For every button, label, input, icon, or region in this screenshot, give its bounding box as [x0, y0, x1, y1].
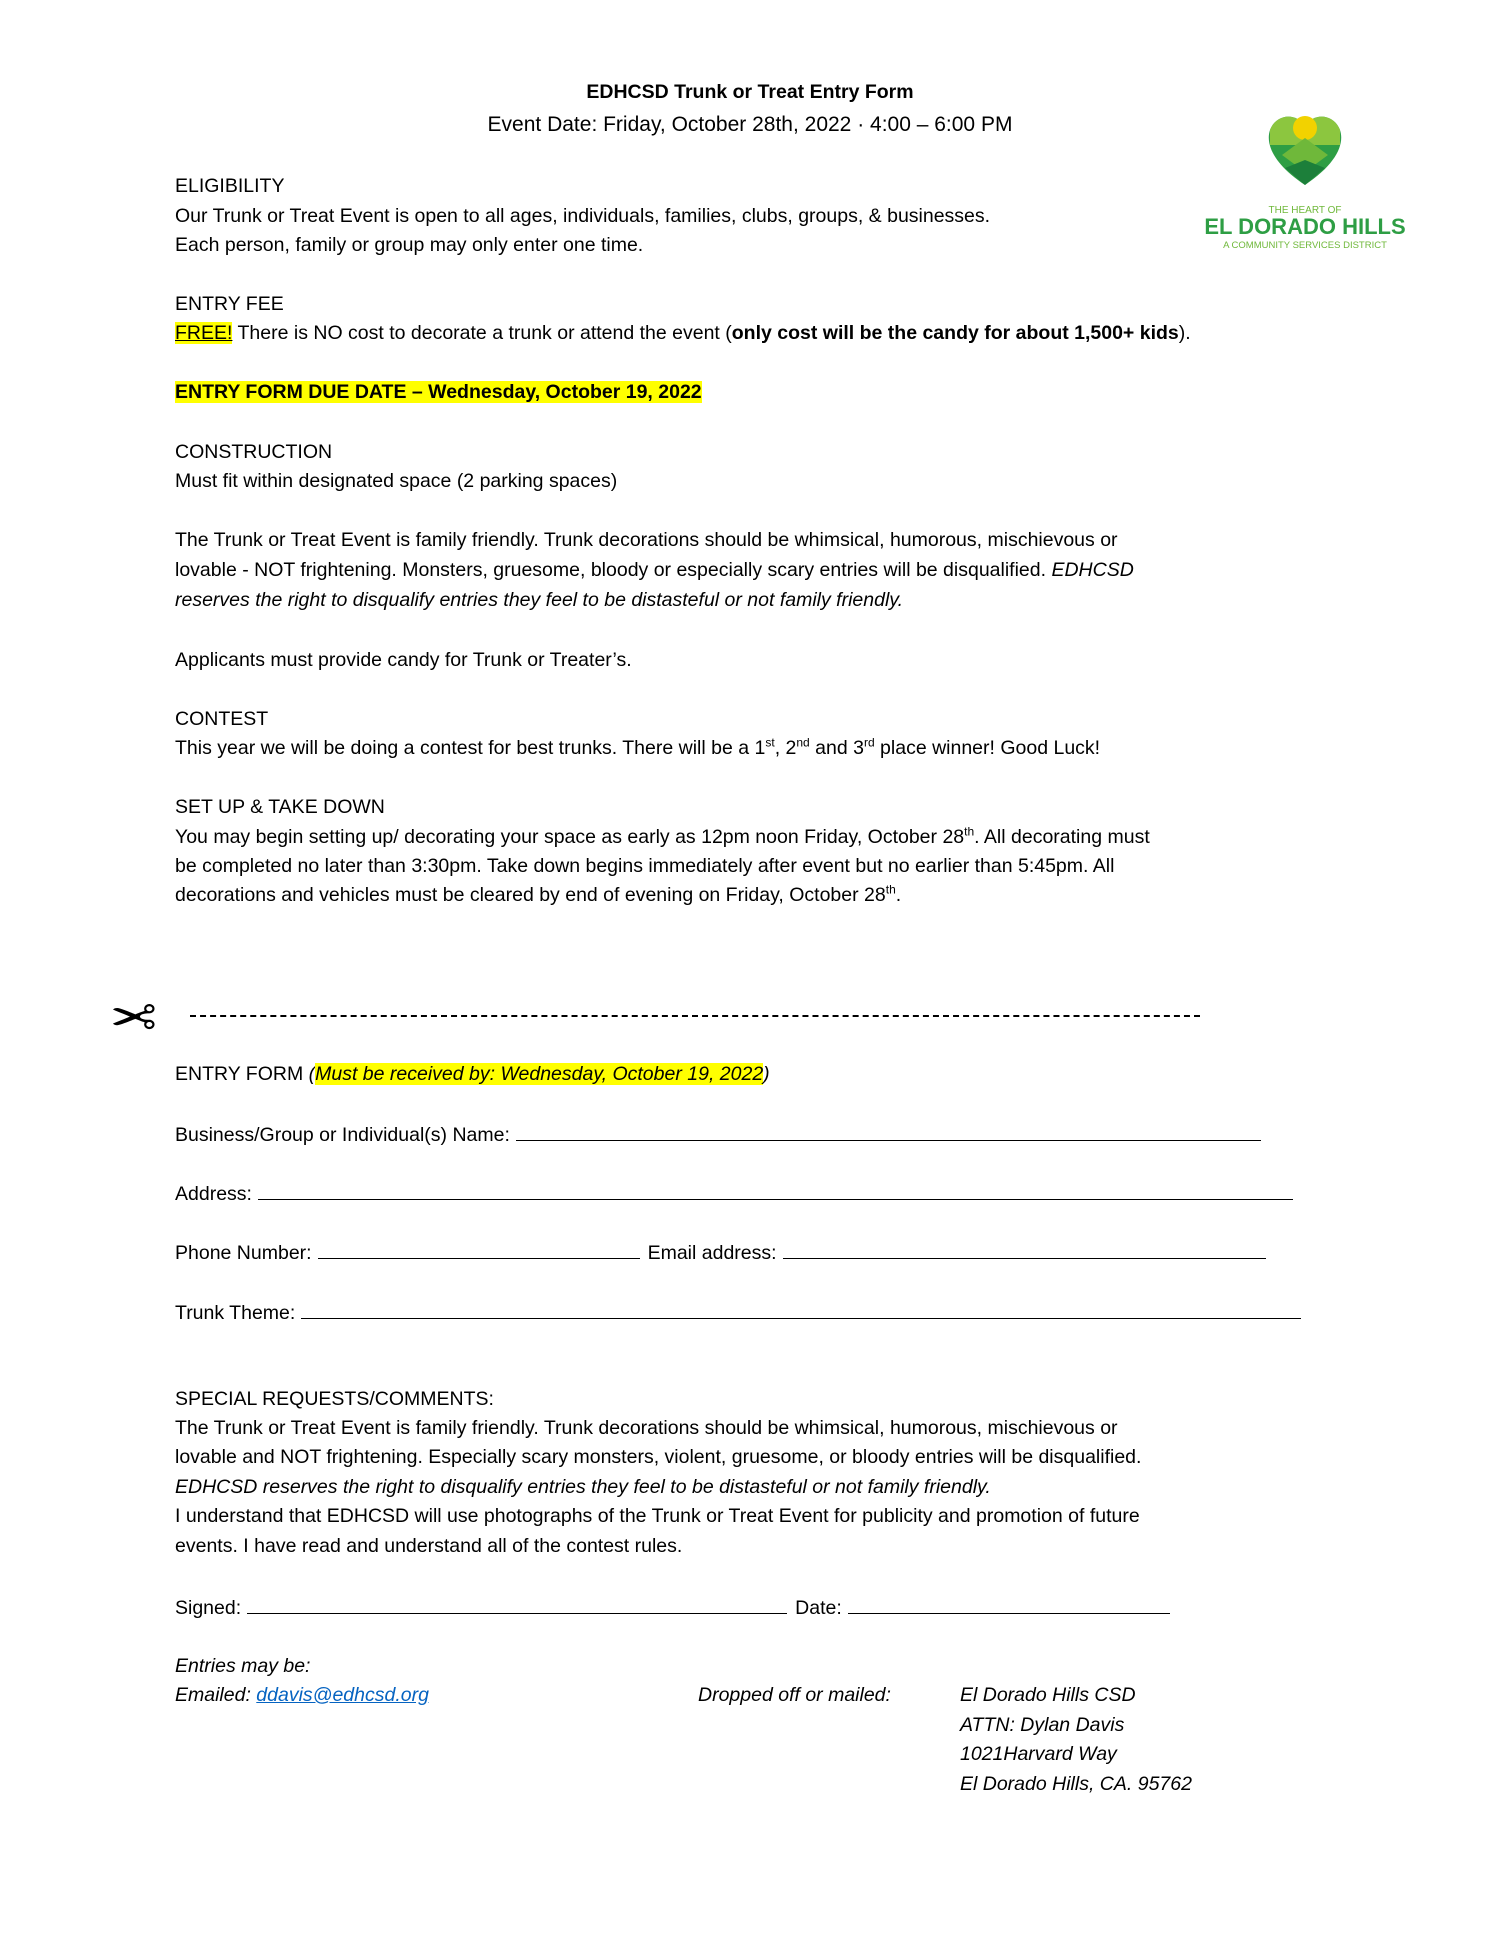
- scissors-icon: ✂: [110, 986, 157, 1049]
- t: .: [895, 884, 902, 906]
- contest-line: [175, 735, 1100, 761]
- entry-fee-text: [175, 320, 1191, 346]
- rules-line: The Trunk or Treat Event is family friendly. Trunk decorations should be whimsical, humorous, mischievous or: [175, 529, 1118, 551]
- mail-address-line: 1021Harvard Way: [960, 1743, 1117, 1765]
- special-line: events. I have read and understand all of the contest rules.: [175, 1535, 683, 1557]
- address-field: [175, 1179, 1293, 1207]
- t: place winner! Good Luck!: [874, 737, 1101, 759]
- entry-form-title: [175, 1061, 770, 1087]
- signed-label: Signed:: [175, 1597, 242, 1619]
- t: decorations and vehicles must be cleared by end of evening on Friday, October 28: [175, 884, 886, 906]
- t: ENTRY FORM: [175, 1063, 309, 1085]
- svg-text:EL DORADO HILLS: EL DORADO HILLS: [1204, 214, 1406, 239]
- date-input[interactable]: [848, 1593, 1170, 1614]
- sup: th: [964, 824, 975, 839]
- submission-intro: Entries may be:: [175, 1655, 311, 1677]
- name-label: Business/Group or Individual(s) Name:: [175, 1124, 510, 1146]
- t: , 2: [774, 737, 797, 759]
- sup: nd: [796, 735, 810, 750]
- signature-input[interactable]: [247, 1593, 787, 1614]
- email-line: [175, 1682, 429, 1708]
- cut-line: [190, 1015, 1200, 1017]
- email-label: Email address:: [647, 1242, 777, 1264]
- mail-address-line: El Dorado Hills CSD: [960, 1684, 1136, 1706]
- special-line: The Trunk or Treat Event is family friendly. Trunk decorations should be whimsical, humorous, mischievous or: [175, 1417, 1118, 1439]
- signature-fields: [175, 1593, 1170, 1621]
- setup-line: be completed no later than 3:30pm. Take down begins immediately after event but no earlier than 5:45pm. All: [175, 855, 1115, 877]
- emailed-label: Emailed:: [175, 1684, 257, 1706]
- due-date: [175, 379, 702, 405]
- fee-text: There is NO cost to decorate a trunk or attend the event (: [232, 322, 732, 344]
- address-input[interactable]: [258, 1179, 1293, 1200]
- svg-text:A COMMUNITY SERVICES DISTRICT: A COMMUNITY SERVICES DISTRICT: [1223, 240, 1387, 251]
- setup-heading: SET UP & TAKE DOWN: [175, 796, 385, 818]
- fee-bold: only cost will be the candy for about 1,500+ kids: [731, 322, 1179, 344]
- sup: st: [765, 735, 775, 750]
- deadline: Must be received by: Wednesday, October 19, 2022: [315, 1063, 764, 1085]
- address-label: Address:: [175, 1183, 252, 1205]
- eligibility-line: Our Trunk or Treat Event is open to all ages, individuals, families, clubs, groups, & businesses.: [175, 205, 991, 227]
- special-heading: SPECIAL REQUESTS/COMMENTS:: [175, 1388, 494, 1410]
- free-label: FREE!: [175, 322, 233, 344]
- sup: th: [885, 882, 896, 897]
- construction-line: Must fit within designated space (2 parking spaces): [175, 470, 618, 492]
- phone-label: Phone Number:: [175, 1242, 312, 1264]
- email-input[interactable]: [783, 1238, 1266, 1259]
- construction-heading: CONSTRUCTION: [175, 441, 333, 463]
- date-label: Date:: [795, 1597, 842, 1619]
- setup-line: [175, 824, 1150, 850]
- fee-text-end: ).: [1178, 322, 1191, 344]
- eligibility-line: Each person, family or group may only enter one time.: [175, 234, 644, 256]
- candy-line: Applicants must provide candy for Trunk or Treater’s.: [175, 649, 632, 671]
- special-line: lovable and NOT frightening. Especially scary monsters, violent, gruesome, or bloody entries will be disqualified.: [175, 1446, 1142, 1468]
- edh-logo: [1170, 110, 1440, 260]
- rules-line: reserves the right to disqualify entries they feel to be distasteful or not family friendly.: [175, 589, 903, 611]
- entry-fee-heading: ENTRY FEE: [175, 293, 284, 315]
- contact-fields: [175, 1238, 1266, 1266]
- due-date-text: ENTRY FORM DUE DATE – Wednesday, October 19, 2022: [175, 381, 702, 403]
- special-line: EDHCSD reserves the right to disqualify entries they feel to be distasteful or not family friendly.: [175, 1476, 991, 1498]
- event-date: Event Date: Friday, October 28th, 2022 · 4:00 – 6:00 PM: [487, 113, 1013, 136]
- rules-italic: EDHCSD: [1051, 559, 1134, 581]
- dropped-label: Dropped off or mailed:: [698, 1684, 891, 1706]
- theme-field: [175, 1298, 1301, 1326]
- t: . All decorating must: [974, 826, 1150, 848]
- t: You may begin setting up/ decorating your space as early as 12pm noon Friday, October 28: [175, 826, 965, 848]
- heart-logo-icon: [1170, 110, 1440, 260]
- rules-line: [175, 557, 1134, 583]
- sup: rd: [863, 735, 875, 750]
- contest-heading: CONTEST: [175, 708, 269, 730]
- t: (: [308, 1063, 316, 1085]
- name-field: [175, 1120, 1261, 1148]
- page-title: EDHCSD Trunk or Treat Entry Form: [586, 81, 914, 103]
- mail-address-line: El Dorado Hills, CA. 95762: [960, 1773, 1192, 1795]
- t: ): [763, 1063, 770, 1085]
- special-line: I understand that EDHCSD will use photographs of the Trunk or Treat Event for publicity and promotion of future: [175, 1505, 1140, 1527]
- mail-address-line: ATTN: Dylan Davis: [960, 1714, 1125, 1736]
- t: This year we will be doing a contest for best trunks. There will be a 1: [175, 737, 766, 759]
- name-input[interactable]: [516, 1120, 1261, 1141]
- setup-line: [175, 882, 901, 908]
- svg-text:THE HEART OF: THE HEART OF: [1268, 205, 1342, 216]
- theme-label: Trunk Theme:: [175, 1302, 296, 1324]
- theme-input[interactable]: [301, 1298, 1301, 1319]
- rules-text: lovable - NOT frightening. Monsters, gruesome, bloody or especially scary entries will be disqualified.: [175, 559, 1052, 581]
- phone-input[interactable]: [318, 1238, 640, 1259]
- email-link[interactable]: ddavis@edhcsd.org: [256, 1684, 429, 1706]
- eligibility-heading: ELIGIBILITY: [175, 175, 285, 197]
- t: and 3: [809, 737, 864, 759]
